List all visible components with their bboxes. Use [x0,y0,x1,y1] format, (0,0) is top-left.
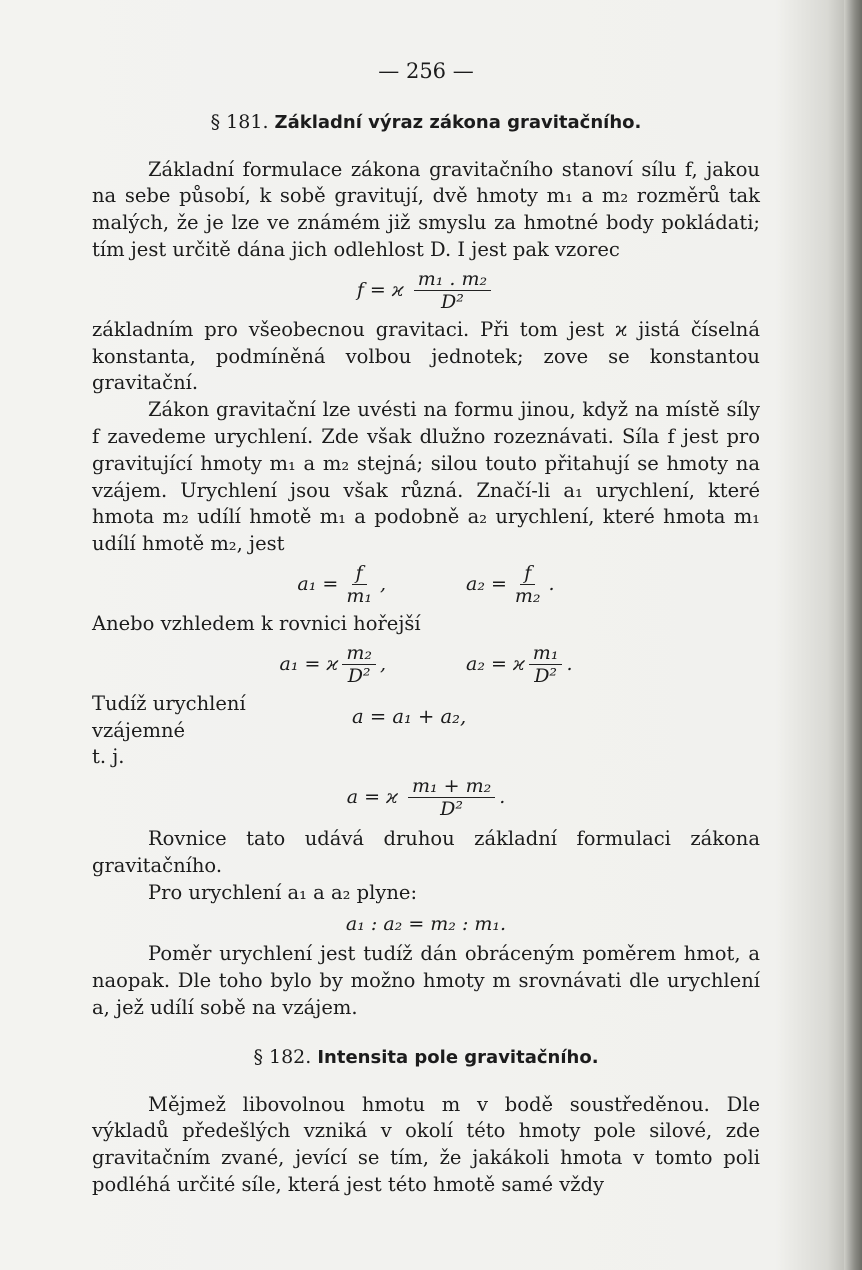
paragraph-4: Anebo vzhledem k rovnici hořejší [92,611,421,635]
paragraph-3: Zákon gravitační lze uvésti na formu jinou, když na místě síly f zavedeme urychlení. Zde však dlužno rozeznávati. Síla f jest pro gravitující hmoty m₁ a m₂ stejná; silou touto přitahují se hmoty na vzájem. Urychlení jsou však různá. Značí-li a₁ urychlení, které hmota m₂ udílí hmotě m₁ a podobně a₂ urychlení, které hmota m₁ udílí hmotě m₂, jest [92,398,760,556]
eq5-fraction [408,775,495,820]
eq1-numerator: m₁ . m₂ [414,268,491,291]
paragraph-6: Rovnice tato udává druhou základní formulaci zákona gravitačního. [92,827,760,877]
eq1-fraction [414,268,491,313]
page-text [92,58,760,1199]
eq2-b-denominator: m₂ [514,584,541,607]
paragraph-1: Základní formulace zákona gravitačního stanoví sílu f, jakou na sebe působí, k sobě gravitují, dvě hmoty m₁ a m₂ rozměrů tak malých, že je lze ve známém již smyslu za hmotné body pokládati; tím jest určitě dána jich odlehlost D. I jest pak vzorec [92,157,760,261]
eq2-a-fraction [342,562,376,607]
equation-gravitation-law [92,268,760,313]
paragraph-9: Mějmež libovolnou hmotu m v bodě soustředěnou. Dle výkladů předešlých vzniká v okolí této hmoty pole silové, zde gravitačním zvané, jevící se tím, že jakákoli hmota v tomto poli podléhá určité síle, která jest této hmotě samé vždy [92,1092,760,1196]
section-182-heading [92,1044,760,1072]
eq2-a-denominator: m₁ [346,584,372,607]
eq5-denominator: D² [440,798,463,821]
eq5-end: . [499,786,506,809]
eq2-b-lhs: a₂ = [466,573,507,596]
section-182-number: § 182. [253,1045,312,1068]
eq3-a-lhs: a₁ = ϰ [279,652,339,675]
eq3-end: . [566,652,573,675]
paragraph-8: Poměr urychlení jest tudíž dán obráceným poměrem hmot, a naopak. Dle toho bylo by možno hmoty m srovnávati dle urychlení a, jež udílí sobě na vzájem. [92,942,760,1019]
eq3-a-numerator: m₂ [342,642,376,665]
eq2-separator: , [379,573,386,596]
equation-mutual-acceleration [92,775,760,820]
eq5-numerator: m₁ + m₂ [408,775,495,798]
eq2-b-numerator: f [520,562,535,585]
eq3-b-fraction [529,642,563,687]
eq2-end: . [548,573,555,596]
eq3-b-lhs: a₂ = ϰ [466,652,525,675]
tj-label: t. j. [92,745,125,769]
paragraph-5: Tudíž urychlení vzájemné [92,691,246,742]
section-181-heading [92,109,760,137]
equation-accelerations-force [92,562,760,607]
mutual-acceleration-line [92,691,760,745]
section-181-number: § 181. [210,110,269,133]
eq3-separator: , [379,652,386,675]
eq1-lhs: f = ϰ [356,278,404,301]
section-182-title: Intensita pole gravitačního. [317,1046,599,1068]
eq5-lhs: a = ϰ [346,786,398,809]
section-181-title: Základní výraz zákona gravitačního. [274,111,642,133]
eq1-denominator: D² [441,290,464,313]
page-number: — 256 — [378,59,474,83]
eq3-b-denominator: D² [534,664,558,687]
book-spine-edge [844,0,862,1270]
eq2-b-fraction [511,562,545,607]
eq3-a-denominator: D² [347,664,371,687]
eq3-b-numerator: m₁ [529,642,563,665]
paragraph-2: základním pro všeobecnou gravitaci. Při tom jest ϰ jistá číselná konstanta, podmíněná volbou jednotek; zove se konstantou gravitační. [92,317,760,395]
eq2-a-numerator: f [352,562,367,585]
paragraph-7: Pro urychlení a₁ a a₂ plyne: [148,880,418,904]
eq3-a-fraction [342,642,376,687]
equation-ratio: a₁ : a₂ = m₂ : m₁. [345,912,507,935]
eq2-a-lhs: a₁ = [297,573,339,596]
equation-sum: a = a₁ + a₂, [352,705,467,729]
equation-accelerations-constant [92,642,760,687]
